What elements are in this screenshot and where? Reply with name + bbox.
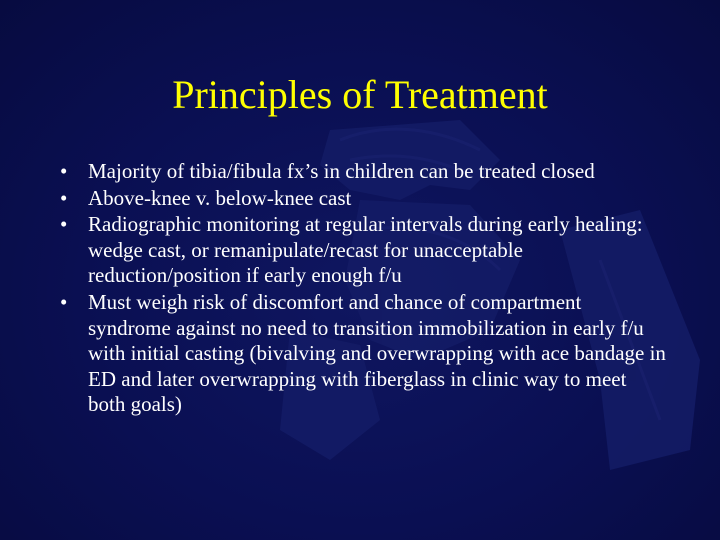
bullet-text: Radiographic monitoring at regular intervals during early healing: wedge cast, or remanipulate/recast for unacceptable reduction/position if early enough f/u <box>88 212 643 288</box>
bullet-icon: • <box>60 185 68 210</box>
bullet-text: Majority of tibia/fibula fx’s in children can be treated closed <box>88 159 595 183</box>
bullet-item <box>55 159 667 185</box>
bullet-item <box>55 186 667 212</box>
bullet-list <box>55 159 667 419</box>
bullet-icon: • <box>60 159 68 183</box>
bullet-item <box>55 212 667 289</box>
bullet-icon: • <box>60 212 68 237</box>
bullet-text: Must weigh risk of discomfort and chance of compartment syndrome against no need to transition immobilization in early f/u with initial casting (bivalving and overwrapping with ace bandage in ED and later overwrapping with fiberglass in clinic way to meet both goals) <box>88 289 666 417</box>
bullet-item <box>55 290 667 418</box>
slide-title: Principles of Treatment <box>172 72 548 117</box>
bullet-text: Above-knee v. below-knee cast <box>88 185 352 210</box>
bullet-icon: • <box>60 289 68 314</box>
